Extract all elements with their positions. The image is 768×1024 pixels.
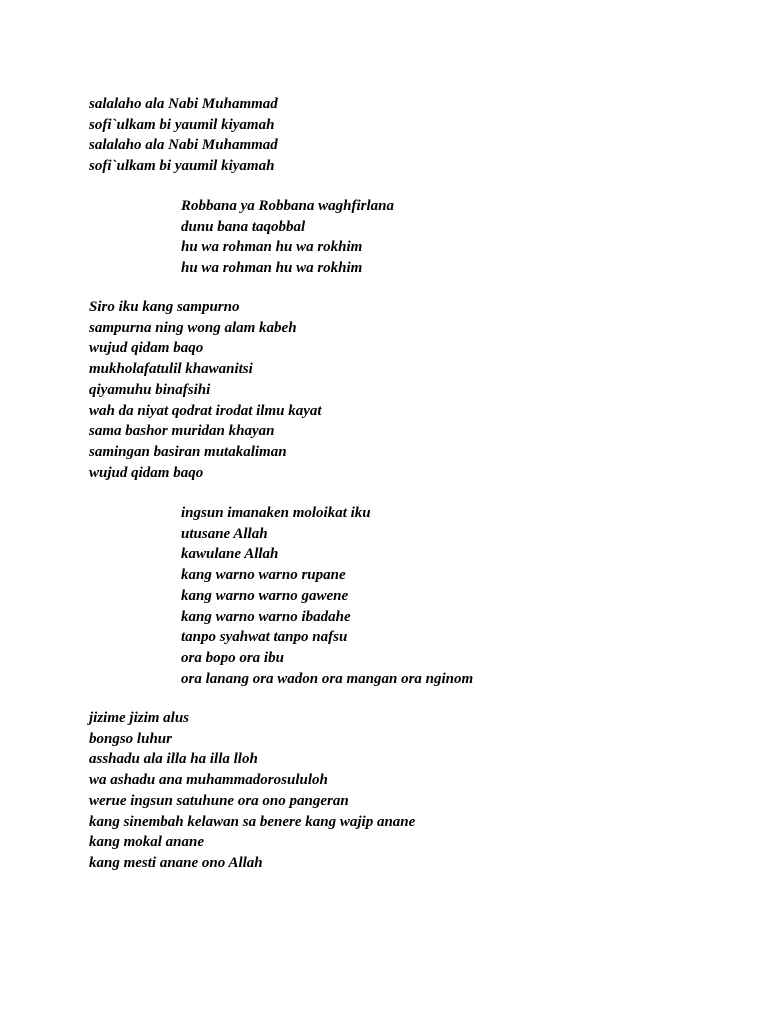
text-line: kang warno warno rupane <box>181 567 346 584</box>
text-line: ingsun imanaken moloikat iku <box>181 505 371 521</box>
text-line: sampurna ning wong alam kabeh <box>89 319 297 336</box>
stanza-3 <box>89 297 322 483</box>
text-line: hu wa rohman hu wa rokhim <box>181 260 363 277</box>
stanza-1 <box>89 94 278 177</box>
text-line: asshadu ala illa ha illa lloh <box>89 751 258 768</box>
text-line: Robbana ya Robbana waghfirlana <box>181 198 394 214</box>
text-line: kang warno warno gawene <box>181 587 349 604</box>
text-line: kang sinembah kelawan sa benere kang wajip anane <box>89 813 416 830</box>
text-line: mukholafatulil khawanitsi <box>89 361 253 378</box>
stanza-4 <box>181 503 473 689</box>
text-line: kang mesti anane ono Allah <box>89 854 263 871</box>
text-line: Siro iku kang sampurno <box>89 299 240 315</box>
text-line: wujud qidam baqo <box>89 464 204 481</box>
text-line: jizime jizim alus <box>89 710 190 726</box>
text-line: wa ashadu ana muhammadorosululoh <box>89 772 328 789</box>
text-line: qiyamuhu binafsihi <box>89 381 211 398</box>
text-line: ora lanang ora wadon ora mangan ora nginom <box>181 670 474 687</box>
text-line: sofi`ulkam bi yaumil kiyamah <box>89 158 275 175</box>
text-line: wujud qidam baqo <box>89 340 204 357</box>
stanza-2 <box>181 196 394 279</box>
text-line: sofi`ulkam bi yaumil kiyamah <box>89 116 275 133</box>
text-line: hu wa rohman hu wa rokhim <box>181 239 363 256</box>
text-line: kawulane Allah <box>181 546 279 563</box>
text-line: salalaho ala Nabi Muhammad <box>89 96 278 112</box>
text-line: samingan basiran mutakaliman <box>89 443 287 460</box>
text-line: bongso luhur <box>89 730 172 747</box>
stanza-5 <box>89 708 415 874</box>
text-line: tanpo syahwat tanpo nafsu <box>181 629 348 646</box>
text-line: kang warno warno ibadahe <box>181 608 351 625</box>
text-line: ora bopo ora ibu <box>181 649 284 666</box>
text-line: sama bashor muridan khayan <box>89 423 275 440</box>
text-line: wah da niyat qodrat irodat ilmu kayat <box>89 402 322 419</box>
text-line: utusane Allah <box>181 525 268 542</box>
text-line: kang mokal anane <box>89 834 205 851</box>
text-line: salalaho ala Nabi Muhammad <box>89 137 278 154</box>
text-line: werue ingsun satuhune ora ono pangeran <box>89 792 349 809</box>
text-line: dunu bana taqobbal <box>181 218 306 235</box>
